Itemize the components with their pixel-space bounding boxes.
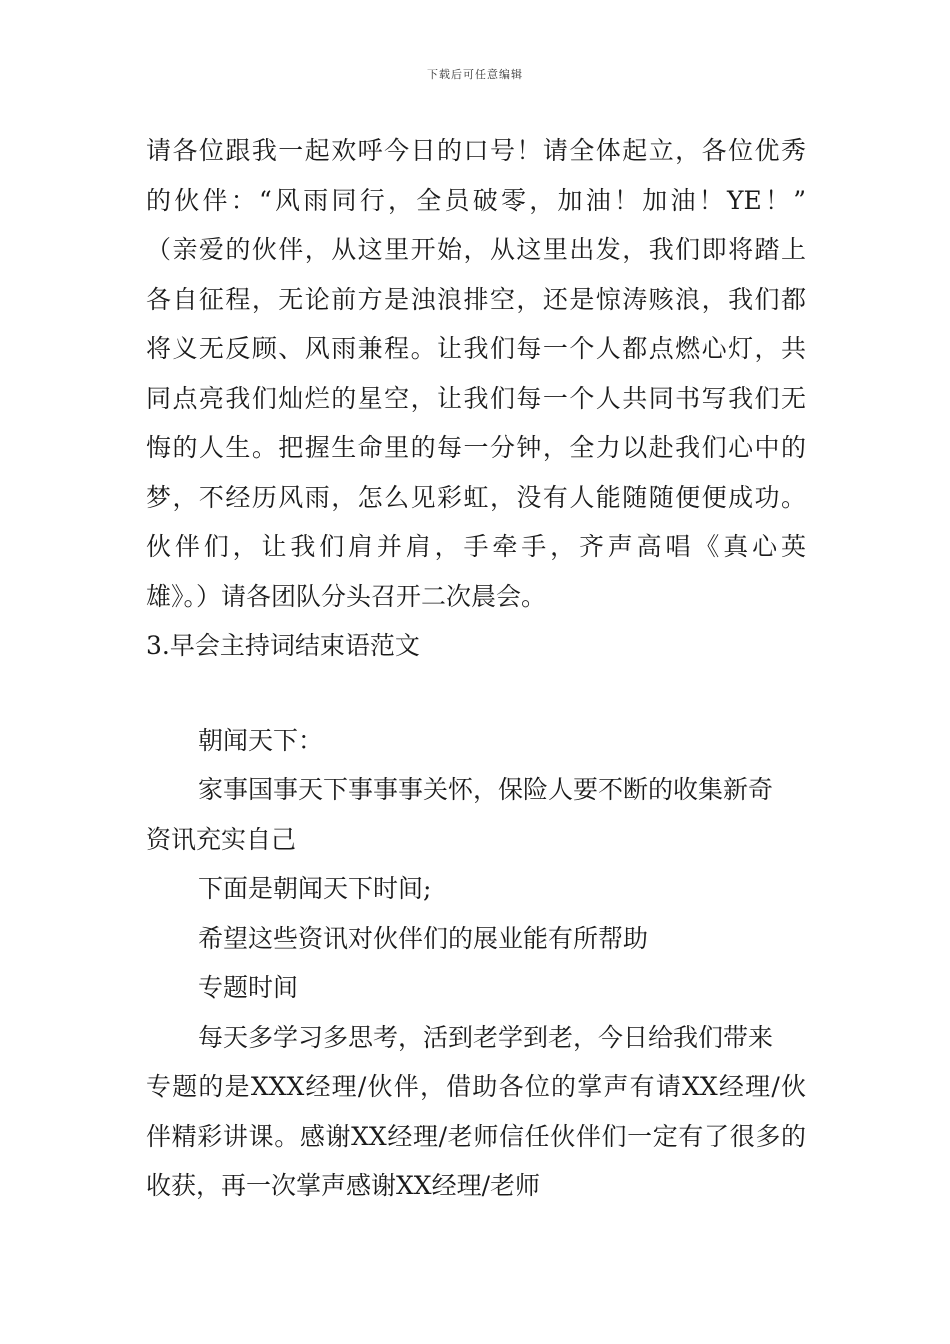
document-body [146, 126, 806, 1211]
paragraph-line: 将义无反顾、风雨兼程。让我们每一个人都点燃心灯，共 [146, 334, 806, 363]
topic-title: 专题时间 [198, 973, 299, 1002]
morning-news-intro-line: 家事国事天下事事事关怀，保险人要不断的收集新奇 [198, 775, 774, 804]
paragraph-line: 伙伴们，让我们肩并肩，手牵手，齐声高唱《真心英 [146, 532, 806, 561]
morning-news-title: 朝闻天下： [198, 725, 324, 755]
morning-news-intro-line: 资讯充实自己 [146, 824, 297, 854]
paragraph-line: 雄》。）请各团队分头召开二次晨会。 [146, 581, 547, 611]
paragraph-line: 悔的人生。把握生命里的每一分钟，全力以赴我们心中的 [146, 433, 806, 462]
paragraph-line: 同点亮我们灿烂的星空，让我们每一个人共同书写我们无 [146, 383, 806, 413]
slogan-paragraph [146, 126, 806, 621]
paragraph-line: 请各位跟我一起欢呼今日的口号！请全体起立，各位优秀 [146, 136, 806, 165]
paragraph-line: 各自征程，无论前方是浊浪排空，还是惊涛赅浪，我们都 [146, 284, 806, 314]
spacer [146, 671, 806, 716]
section-heading: 3.早会主持词结束语范文 [146, 631, 420, 660]
topic-line: 专题的是XXX经理/伙伴，借助各位的掌声有请XX经理/伙 [146, 1072, 806, 1101]
morning-news-hope: 希望这些资讯对伙伴们的展业能有所帮助 [198, 923, 649, 953]
morning-news-next: 下面是朝闻天下时间; [198, 874, 432, 903]
paragraph-line: 的伙伴：“风雨同行，全员破零，加油！加油！YE！” [146, 185, 806, 215]
paragraph-line: （亲爱的伙伴，从这里开始，从这里出发，我们即将踏上 [146, 235, 806, 264]
topic-line: 每天多学习多思考，活到老学到老，今日给我们带来 [198, 1022, 774, 1052]
topic-line: 伴精彩讲课。感谢XX经理/老师信任伙伴们一定有了很多的 [146, 1121, 806, 1151]
page-header: 下载后可任意编辑 [427, 68, 523, 81]
paragraph-line: 梦，不经历风雨，怎么见彩虹，没有人能随随便便成功。 [146, 482, 806, 512]
topic-line: 收获，再一次掌声感谢XX经理/老师 [146, 1171, 541, 1200]
